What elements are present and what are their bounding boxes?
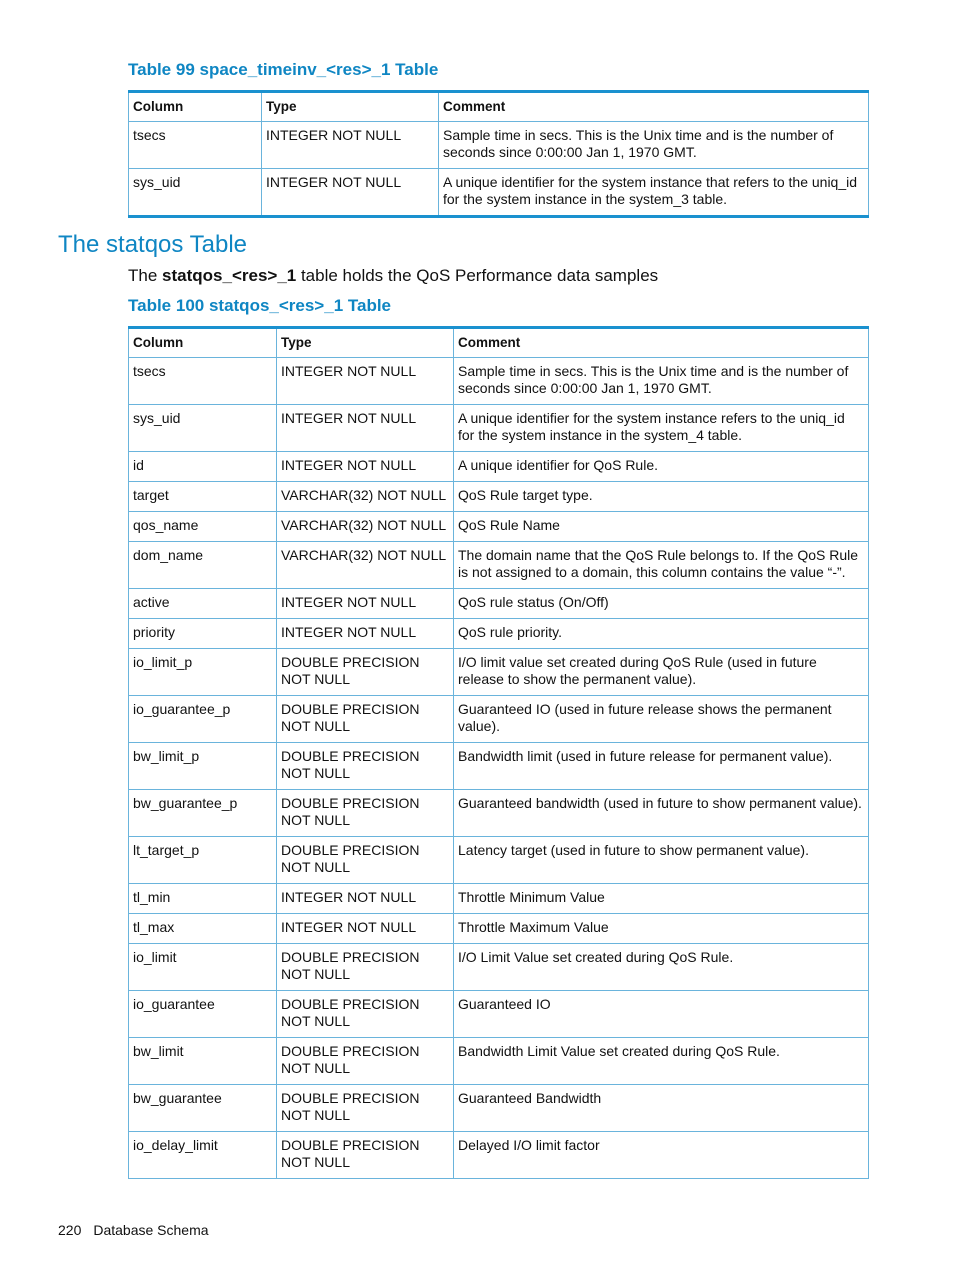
cell-type: DOUBLE PRECISION NOT NULL — [277, 1085, 454, 1132]
cell-type: DOUBLE PRECISION NOT NULL — [277, 837, 454, 884]
cell-column-name: lt_target_p — [129, 837, 277, 884]
cell-column-name: target — [129, 482, 277, 512]
intro-table-name: statqos_<res>_1 — [162, 266, 297, 285]
cell-type: DOUBLE PRECISION NOT NULL — [277, 944, 454, 991]
table-row — [129, 512, 869, 542]
cell-type: INTEGER NOT NULL — [277, 619, 454, 649]
cell-comment: Guaranteed Bandwidth — [454, 1085, 869, 1132]
cell-comment: QoS rule priority. — [454, 619, 869, 649]
cell-column-name: bw_limit_p — [129, 743, 277, 790]
table-row — [129, 405, 869, 452]
cell-comment: Bandwidth limit (used in future release for permanent value). — [454, 743, 869, 790]
cell-comment: I/O Limit Value set created during QoS Rule. — [454, 944, 869, 991]
cell-column-name: io_guarantee — [129, 991, 277, 1038]
cell-column-name: priority — [129, 619, 277, 649]
cell-column-name: sys_uid — [129, 169, 262, 217]
table-row — [129, 696, 869, 743]
cell-type: DOUBLE PRECISION NOT NULL — [277, 1132, 454, 1179]
column-header-comment: Comment — [439, 92, 869, 122]
cell-type: INTEGER NOT NULL — [262, 122, 439, 169]
table-row — [129, 884, 869, 914]
intro-suffix: table holds the QoS Performance data samples — [296, 266, 659, 285]
cell-type: VARCHAR(32) NOT NULL — [277, 542, 454, 589]
cell-column-name: sys_uid — [129, 405, 277, 452]
table-row — [129, 944, 869, 991]
column-header-column: Column — [129, 328, 277, 358]
cell-type: INTEGER NOT NULL — [277, 452, 454, 482]
cell-column-name: tl_min — [129, 884, 277, 914]
table-99 — [128, 90, 869, 218]
cell-comment: A unique identifier for the system instance that refers to the uniq_id for the system instance in the system_3 table. — [439, 169, 869, 217]
cell-comment: QoS Rule target type. — [454, 482, 869, 512]
cell-type: DOUBLE PRECISION NOT NULL — [277, 1038, 454, 1085]
column-header-type: Type — [277, 328, 454, 358]
cell-column-name: tsecs — [129, 358, 277, 405]
cell-column-name: qos_name — [129, 512, 277, 542]
table-row — [129, 589, 869, 619]
cell-type: DOUBLE PRECISION NOT NULL — [277, 991, 454, 1038]
table-row — [129, 358, 869, 405]
cell-column-name: bw_guarantee — [129, 1085, 277, 1132]
cell-type: INTEGER NOT NULL — [277, 914, 454, 944]
cell-column-name: bw_guarantee_p — [129, 790, 277, 837]
cell-column-name: io_limit — [129, 944, 277, 991]
cell-type: DOUBLE PRECISION NOT NULL — [277, 696, 454, 743]
cell-comment: Latency target (used in future to show permanent value). — [454, 837, 869, 884]
table-row — [129, 743, 869, 790]
table-row — [129, 169, 869, 217]
cell-column-name: io_guarantee_p — [129, 696, 277, 743]
cell-comment: Bandwidth Limit Value set created during QoS Rule. — [454, 1038, 869, 1085]
cell-type: DOUBLE PRECISION NOT NULL — [277, 790, 454, 837]
intro-prefix: The — [128, 266, 163, 285]
cell-column-name: id — [129, 452, 277, 482]
cell-type: VARCHAR(32) NOT NULL — [277, 482, 454, 512]
cell-column-name: tsecs — [129, 122, 262, 169]
table-100-caption: Table 100 statqos_<res>_1 Table — [128, 296, 392, 315]
cell-column-name: io_limit_p — [129, 649, 277, 696]
cell-column-name: dom_name — [129, 542, 277, 589]
footer-section-name: Database Schema — [93, 1222, 209, 1238]
cell-comment: A unique identifier for the system instance refers to the uniq_id for the system instance in the system_4 table. — [454, 405, 869, 452]
cell-comment: Delayed I/O limit factor — [454, 1132, 869, 1179]
table-row — [129, 1085, 869, 1132]
cell-comment: Sample time in secs. This is the Unix time and is the number of seconds since 0:00:00 Jan 1, 1970 GMT. — [439, 122, 869, 169]
cell-comment: Sample time in secs. This is the Unix time and is the number of seconds since 0:00:00 Jan 1, 1970 GMT. — [454, 358, 869, 405]
table-row — [129, 649, 869, 696]
table-row — [129, 837, 869, 884]
cell-comment: Throttle Maximum Value — [454, 914, 869, 944]
cell-comment: QoS rule status (On/Off) — [454, 589, 869, 619]
column-header-comment: Comment — [454, 328, 869, 358]
cell-column-name: active — [129, 589, 277, 619]
cell-column-name: tl_max — [129, 914, 277, 944]
cell-comment: The domain name that the QoS Rule belongs to. If the QoS Rule is not assigned to a domain, this column contains the value “-”. — [454, 542, 869, 589]
column-header-type: Type — [262, 92, 439, 122]
cell-comment: A unique identifier for QoS Rule. — [454, 452, 869, 482]
cell-column-name: io_delay_limit — [129, 1132, 277, 1179]
section-title: The statqos Table — [58, 231, 248, 258]
cell-type: INTEGER NOT NULL — [277, 358, 454, 405]
table-row — [129, 619, 869, 649]
table-header-row — [129, 328, 869, 358]
page-footer — [58, 1222, 209, 1238]
cell-type: INTEGER NOT NULL — [262, 169, 439, 217]
table-row — [129, 914, 869, 944]
cell-comment: QoS Rule Name — [454, 512, 869, 542]
cell-type: INTEGER NOT NULL — [277, 884, 454, 914]
cell-comment: Guaranteed IO — [454, 991, 869, 1038]
cell-column-name: bw_limit — [129, 1038, 277, 1085]
table-100 — [128, 326, 869, 1179]
table-row — [129, 452, 869, 482]
table-99-body — [129, 122, 869, 217]
cell-comment: Guaranteed IO (used in future release shows the permanent value). — [454, 696, 869, 743]
page-number: 220 — [58, 1222, 82, 1238]
cell-type: DOUBLE PRECISION NOT NULL — [277, 649, 454, 696]
cell-comment: Throttle Minimum Value — [454, 884, 869, 914]
cell-type: DOUBLE PRECISION NOT NULL — [277, 743, 454, 790]
cell-type: INTEGER NOT NULL — [277, 589, 454, 619]
column-header-column: Column — [129, 92, 262, 122]
cell-type: INTEGER NOT NULL — [277, 405, 454, 452]
section-intro — [128, 266, 658, 286]
table-row — [129, 1038, 869, 1085]
table-row — [129, 542, 869, 589]
table-99-caption: Table 99 space_timeinv_<res>_1 Table — [128, 60, 439, 79]
cell-comment: I/O limit value set created during QoS Rule (used in future release to show the permanent value). — [454, 649, 869, 696]
cell-comment: Guaranteed bandwidth (used in future to show permanent value). — [454, 790, 869, 837]
table-row — [129, 991, 869, 1038]
table-header-row — [129, 92, 869, 122]
cell-type: VARCHAR(32) NOT NULL — [277, 512, 454, 542]
table-100-body — [129, 358, 869, 1179]
table-row — [129, 482, 869, 512]
table-row — [129, 122, 869, 169]
table-row — [129, 790, 869, 837]
table-row — [129, 1132, 869, 1179]
